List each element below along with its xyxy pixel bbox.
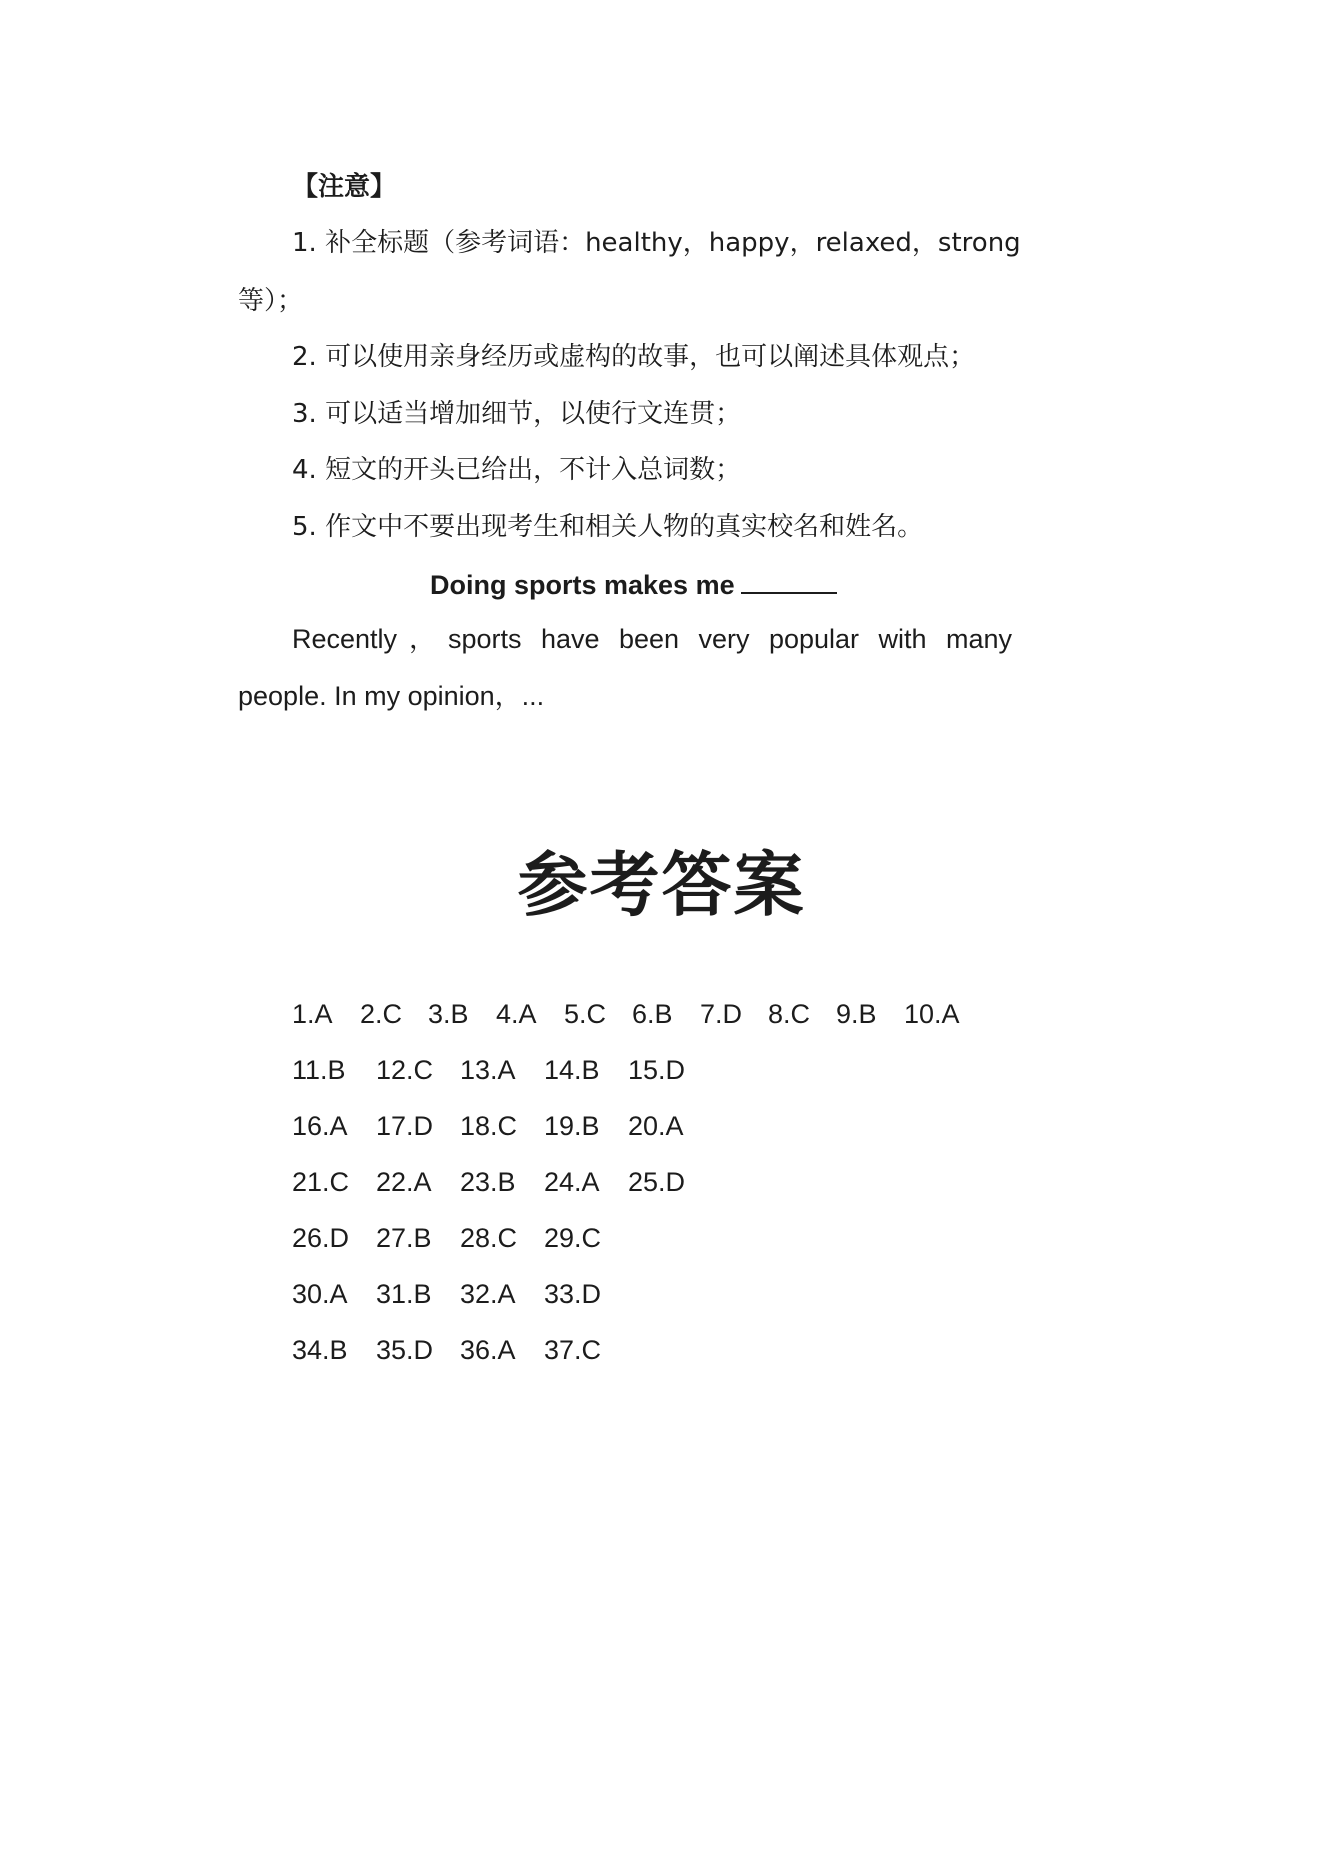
answer-item: 6.B: [632, 999, 673, 1029]
answer-item: 16.A: [292, 1111, 348, 1141]
essay-opening-line-1: Recently，sports have been very popular with many: [292, 624, 1012, 654]
answer-row: [292, 1276, 628, 1312]
answer-item: 37.C: [544, 1335, 602, 1365]
answer-item: 28.C: [460, 1223, 518, 1253]
answer-item: 13.A: [460, 1055, 516, 1085]
answer-item: 10.A: [904, 999, 960, 1029]
answer-item: 17.D: [376, 1111, 434, 1141]
answer-row: [292, 1108, 712, 1144]
answers-heading: 参考答案: [517, 844, 806, 926]
answer-row: [292, 1164, 712, 1200]
notice-item-2: 2. 可以使用亲身经历或虚构的故事，也可以阐述具体观点；: [292, 342, 976, 372]
essay-title-text: Doing sports makes me: [430, 570, 735, 600]
answer-item: 21.C: [292, 1167, 350, 1197]
answer-item: 31.B: [376, 1279, 432, 1309]
notice-title: 【注意】: [292, 172, 397, 202]
answer-row: [292, 1220, 628, 1256]
answer-item: 30.A: [292, 1279, 348, 1309]
answer-item: 35.D: [376, 1335, 434, 1365]
answer-item: 19.B: [544, 1111, 600, 1141]
notice-item-1: 1. 补全标题（参考词语：healthy，happy，relaxed，strong: [292, 228, 1021, 258]
notice-item-4: 4. 短文的开头已给出，不计入总词数；: [292, 455, 742, 485]
answer-row: [292, 1052, 712, 1088]
answer-item: 25.D: [628, 1167, 686, 1197]
answer-item: 29.C: [544, 1223, 602, 1253]
answer-item: 14.B: [544, 1055, 600, 1085]
answer-item: 8.C: [768, 999, 811, 1029]
answer-item: 11.B: [292, 1055, 346, 1085]
answer-row: [292, 996, 960, 1032]
answer-item: 3.B: [428, 999, 469, 1029]
answer-item: 9.B: [836, 999, 877, 1029]
answer-item: 7.D: [700, 999, 743, 1029]
answer-item: 27.B: [376, 1223, 432, 1253]
answer-item: 4.A: [496, 999, 537, 1029]
notice-item-3: 3. 可以适当增加细节，以使行文连贯；: [292, 399, 742, 429]
answer-item: 2.C: [360, 999, 403, 1029]
notice-item-1-continued: 等）；: [238, 286, 304, 316]
answer-item: 24.A: [544, 1167, 600, 1197]
answer-item: 5.C: [564, 999, 607, 1029]
notice-item-5: 5. 作文中不要出现考生和相关人物的真实校名和姓名。: [292, 512, 924, 542]
answer-item: 36.A: [460, 1335, 516, 1365]
answer-item: 18.C: [460, 1111, 518, 1141]
answer-item: 12.C: [376, 1055, 434, 1085]
essay-opening-line-2: people. In my opinion，...: [238, 681, 545, 711]
essay-title-blank: [741, 566, 837, 594]
answer-item: 34.B: [292, 1335, 348, 1365]
answer-item: 1.A: [292, 999, 333, 1029]
answer-item: 26.D: [292, 1223, 350, 1253]
answer-item: 32.A: [460, 1279, 516, 1309]
answer-item: 20.A: [628, 1111, 684, 1141]
essay-title: [430, 566, 837, 602]
answer-item: 33.D: [544, 1279, 602, 1309]
answer-row: [292, 1332, 628, 1368]
answer-item: 22.A: [376, 1167, 432, 1197]
answer-item: 15.D: [628, 1055, 686, 1085]
answer-item: 23.B: [460, 1167, 516, 1197]
